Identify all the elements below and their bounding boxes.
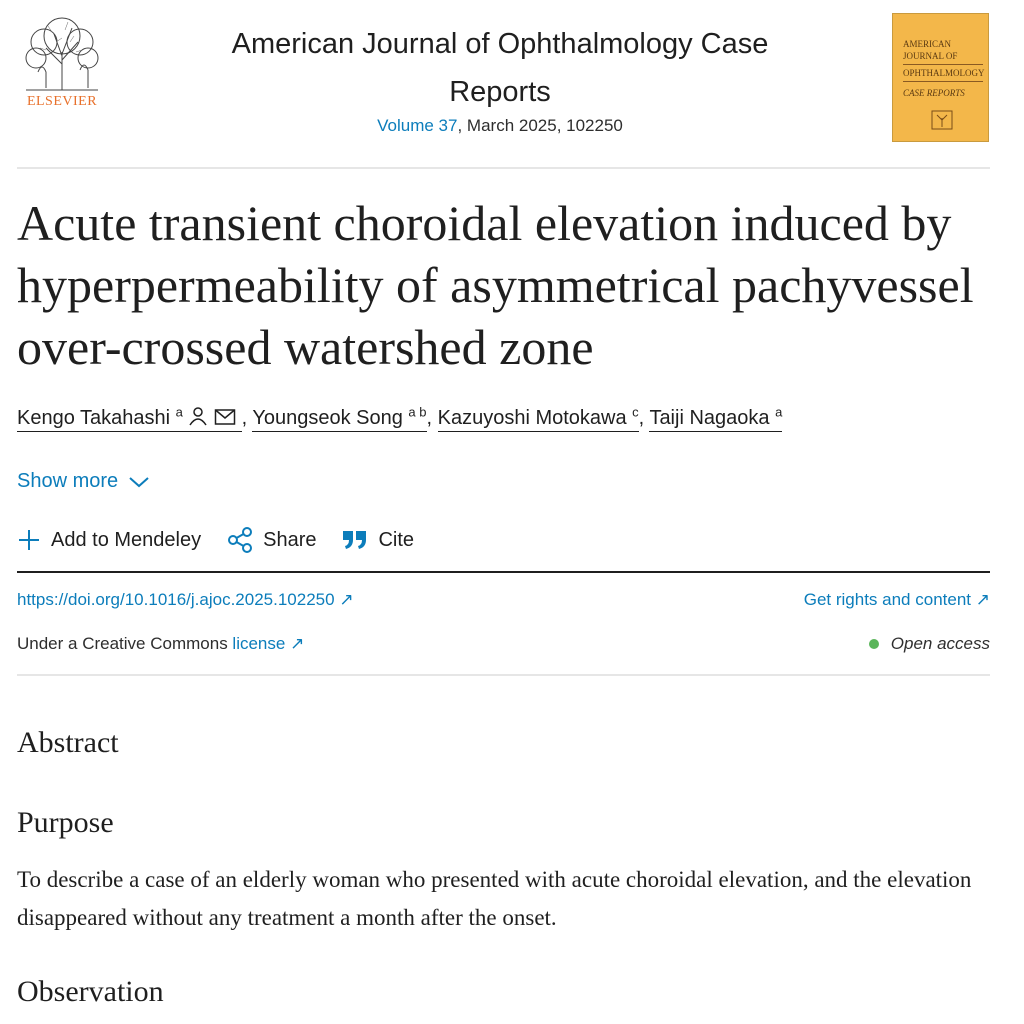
elsevier-wordmark: ELSEVIER (26, 94, 98, 109)
envelope-icon (214, 408, 236, 426)
get-rights-label: Get rights and content (803, 590, 972, 609)
purpose-text: To describe a case of an elderly woman who presented with acute choroidal elevation, and the elevation disappeared without any treatment a month after the onset. (17, 867, 972, 930)
cite-button[interactable] (342, 529, 414, 552)
show-more-button[interactable] (17, 470, 150, 493)
journal-title[interactable]: American Journal of Ophthalmology Case Reports (231, 28, 769, 108)
add-to-mendeley-button[interactable] (17, 528, 201, 552)
cover-emblem-icon (931, 110, 953, 130)
author-name: Kengo Takahashi (17, 407, 171, 429)
chevron-down-icon (128, 475, 150, 489)
cover-subtitle: CASE REPORTS (903, 88, 965, 98)
author-list: Kengo Takahashi $^a$ , Youngseok Song $^{a b}$, Kazuyoshi Motokawa $^c$, Taiji Nagaoka $^a$ (17, 406, 1007, 430)
author-link[interactable] (437, 404, 639, 432)
cover-title-line: OPHTHALMOLOGY (903, 68, 985, 78)
header-divider (17, 167, 990, 169)
license-line (17, 634, 304, 654)
open-access-dot-icon (869, 639, 879, 649)
cite-label: Cite (378, 528, 415, 551)
quote-icon (342, 529, 368, 551)
issue-details: , March 2025, 102250 (457, 116, 623, 135)
author-affiliation: c (632, 404, 639, 420)
author-link[interactable] (252, 404, 427, 432)
purpose-heading: Purpose (17, 806, 114, 839)
share-button[interactable] (227, 527, 316, 553)
observation-heading: Observation (17, 975, 164, 1008)
article-actions (17, 527, 440, 553)
author-affiliation: a (175, 404, 183, 420)
external-link-icon: ↗ (339, 590, 354, 609)
author-affiliation: a (775, 404, 783, 420)
meta-divider (17, 674, 990, 676)
author-affiliation: a b (408, 404, 427, 420)
elsevier-tree-icon (16, 12, 108, 92)
author-name: Kazuyoshi Motokawa (437, 407, 627, 429)
share-icon (227, 527, 253, 553)
license-link[interactable] (232, 634, 304, 653)
actions-divider (17, 571, 990, 573)
cover-title-line: JOURNAL OF (903, 51, 958, 61)
plus-icon (17, 528, 41, 552)
elsevier-logo[interactable] (16, 12, 108, 112)
share-label: Share (263, 528, 317, 551)
journal-cover[interactable] (892, 13, 989, 142)
volume-link[interactable]: Volume 37 (377, 116, 458, 135)
open-access-label: Open access (890, 634, 990, 653)
license-link-label: license (232, 634, 286, 653)
add-to-mendeley-label: Add to Mendeley (51, 528, 202, 551)
license-prefix: Under a Creative Commons (17, 634, 233, 653)
author-name: Youngseok Song (252, 407, 403, 429)
get-rights-link[interactable] (804, 590, 990, 610)
open-access-badge (869, 634, 990, 654)
show-more-label: Show more (17, 470, 119, 492)
doi-link[interactable] (17, 590, 354, 610)
author-name: Taiji Nagaoka (649, 407, 770, 429)
author-link[interactable] (17, 404, 242, 432)
issue-line (180, 116, 820, 136)
external-link-icon: ↗ (975, 590, 990, 609)
abstract-heading: Abstract (17, 726, 119, 759)
cover-title-line: AMERICAN (903, 39, 952, 49)
external-link-icon: ↗ (290, 634, 305, 653)
cover-title (903, 38, 985, 84)
person-icon (188, 406, 208, 426)
author-link[interactable] (649, 404, 783, 432)
article-title: Acute transient choroidal elevation induced by hyperpermeability of asymmetrical pachyvessel over-crossed watershed zone (17, 195, 974, 375)
doi-text: https://doi.org/10.1016/j.ajoc.2025.102250 (17, 590, 335, 609)
